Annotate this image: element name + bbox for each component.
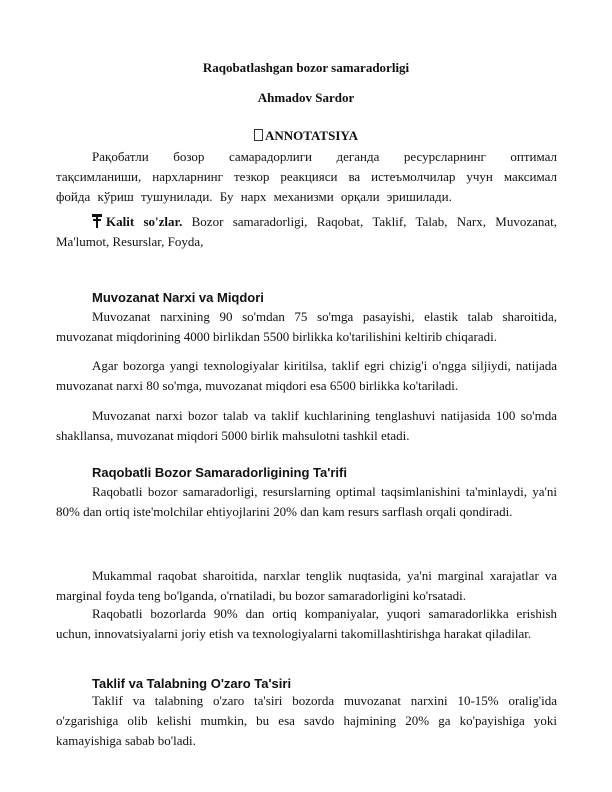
paragraph: Raqobatli bozorlarda 90% dan ortiq kompaniyalar, yuqori samaradorlikka erishish uchun, innovatsiyalarni joriy etish va texnologiyalarni takomillashtirishga harakat qiladilar. [56,606,557,641]
pin-icon [92,214,102,228]
section-heading: Raqobatli Bozor Samaradorligining Ta'rifi [92,465,347,480]
paragraph: Muvozanat narxining 90 so'mdan 75 so'mga pasayishi, elastik talab sharoitida, muvozanat miqdorining 4000 birlikdan 5500 birlikka ko'tarilishini keltirib chiqaradi. [56,309,557,344]
paper-title: Raqobatlashgan bozor samaradorligi [202,60,410,75]
paragraph: Agar bozorga yangi texnologiyalar kiritilsa, taklif egri chizig'i o'ngga siljiydi, natijada muvozanat narxi 80 so'mga, muvozanat miqdori esa 6500 birlikka ko'tariladi. [56,358,557,393]
keywords-paragraph [56,212,557,252]
abstract-heading-row [0,128,612,144]
paragraph: Raqobatli bozor samaradorligi, resurslarning optimal taqsimlanishini ta'minlaydi, ya'ni 80% dan ortiq iste'molchilar ehtiyojlarini 20% dan kam resurs sarflash orqali qondiradi. [56,484,557,519]
paragraph: Mukammal raqobat sharoitida, narxlar tenglik nuqtasida, ya'ni marginal xarajatlar va marginal foyda teng bo'lganda, o'rnatiladi, bu bozor samaradorligini ko'rsatadi. [56,568,557,603]
section-heading: Taklif va Talabning O'zaro Ta'siri [92,676,292,691]
abstract-heading: ANNOTATSIYA [265,128,358,143]
keywords-label: Kalit so'zlar. [106,214,183,229]
missing-glyph-icon [254,129,263,141]
keywords-list: Bozor samaradorligi, Raqobat, Taklif, Talab, Narx, Muvozanat, Ma'lumot, Resurslar, Foyda, [56,214,558,249]
paragraph: Muvozanat narxi bozor talab va taklif kuchlarining tenglashuvi natijasida 100 so'mda shakllansa, muvozanat miqdori 5000 birlik mahsulotni tashkil etadi. [56,408,557,443]
section-heading: Muvozanat Narxi va Miqdori [92,290,264,305]
paragraph: Taklif va talabning o'zaro ta'siri bozorda muvozanat narxini 10-15% oralig'ida o'zgarishiga olib kelishi mumkin, bu esa savdo hajmining 20% ga ko'payishiga yoki kamayishiga sabab bo'ladi. [56,693,557,748]
abstract-text: Рақобатли бозор самарадорлиги деганда ресурсларнинг оптимал тақсимланиши, нархларнинг тезкор реакцияси ва истеъмолчилар учун максимал фойда кўриш тушунилади. Бу нарх механизми орқали эришилади. [56,149,557,204]
author-name: Ahmadov Sardor [257,90,355,105]
